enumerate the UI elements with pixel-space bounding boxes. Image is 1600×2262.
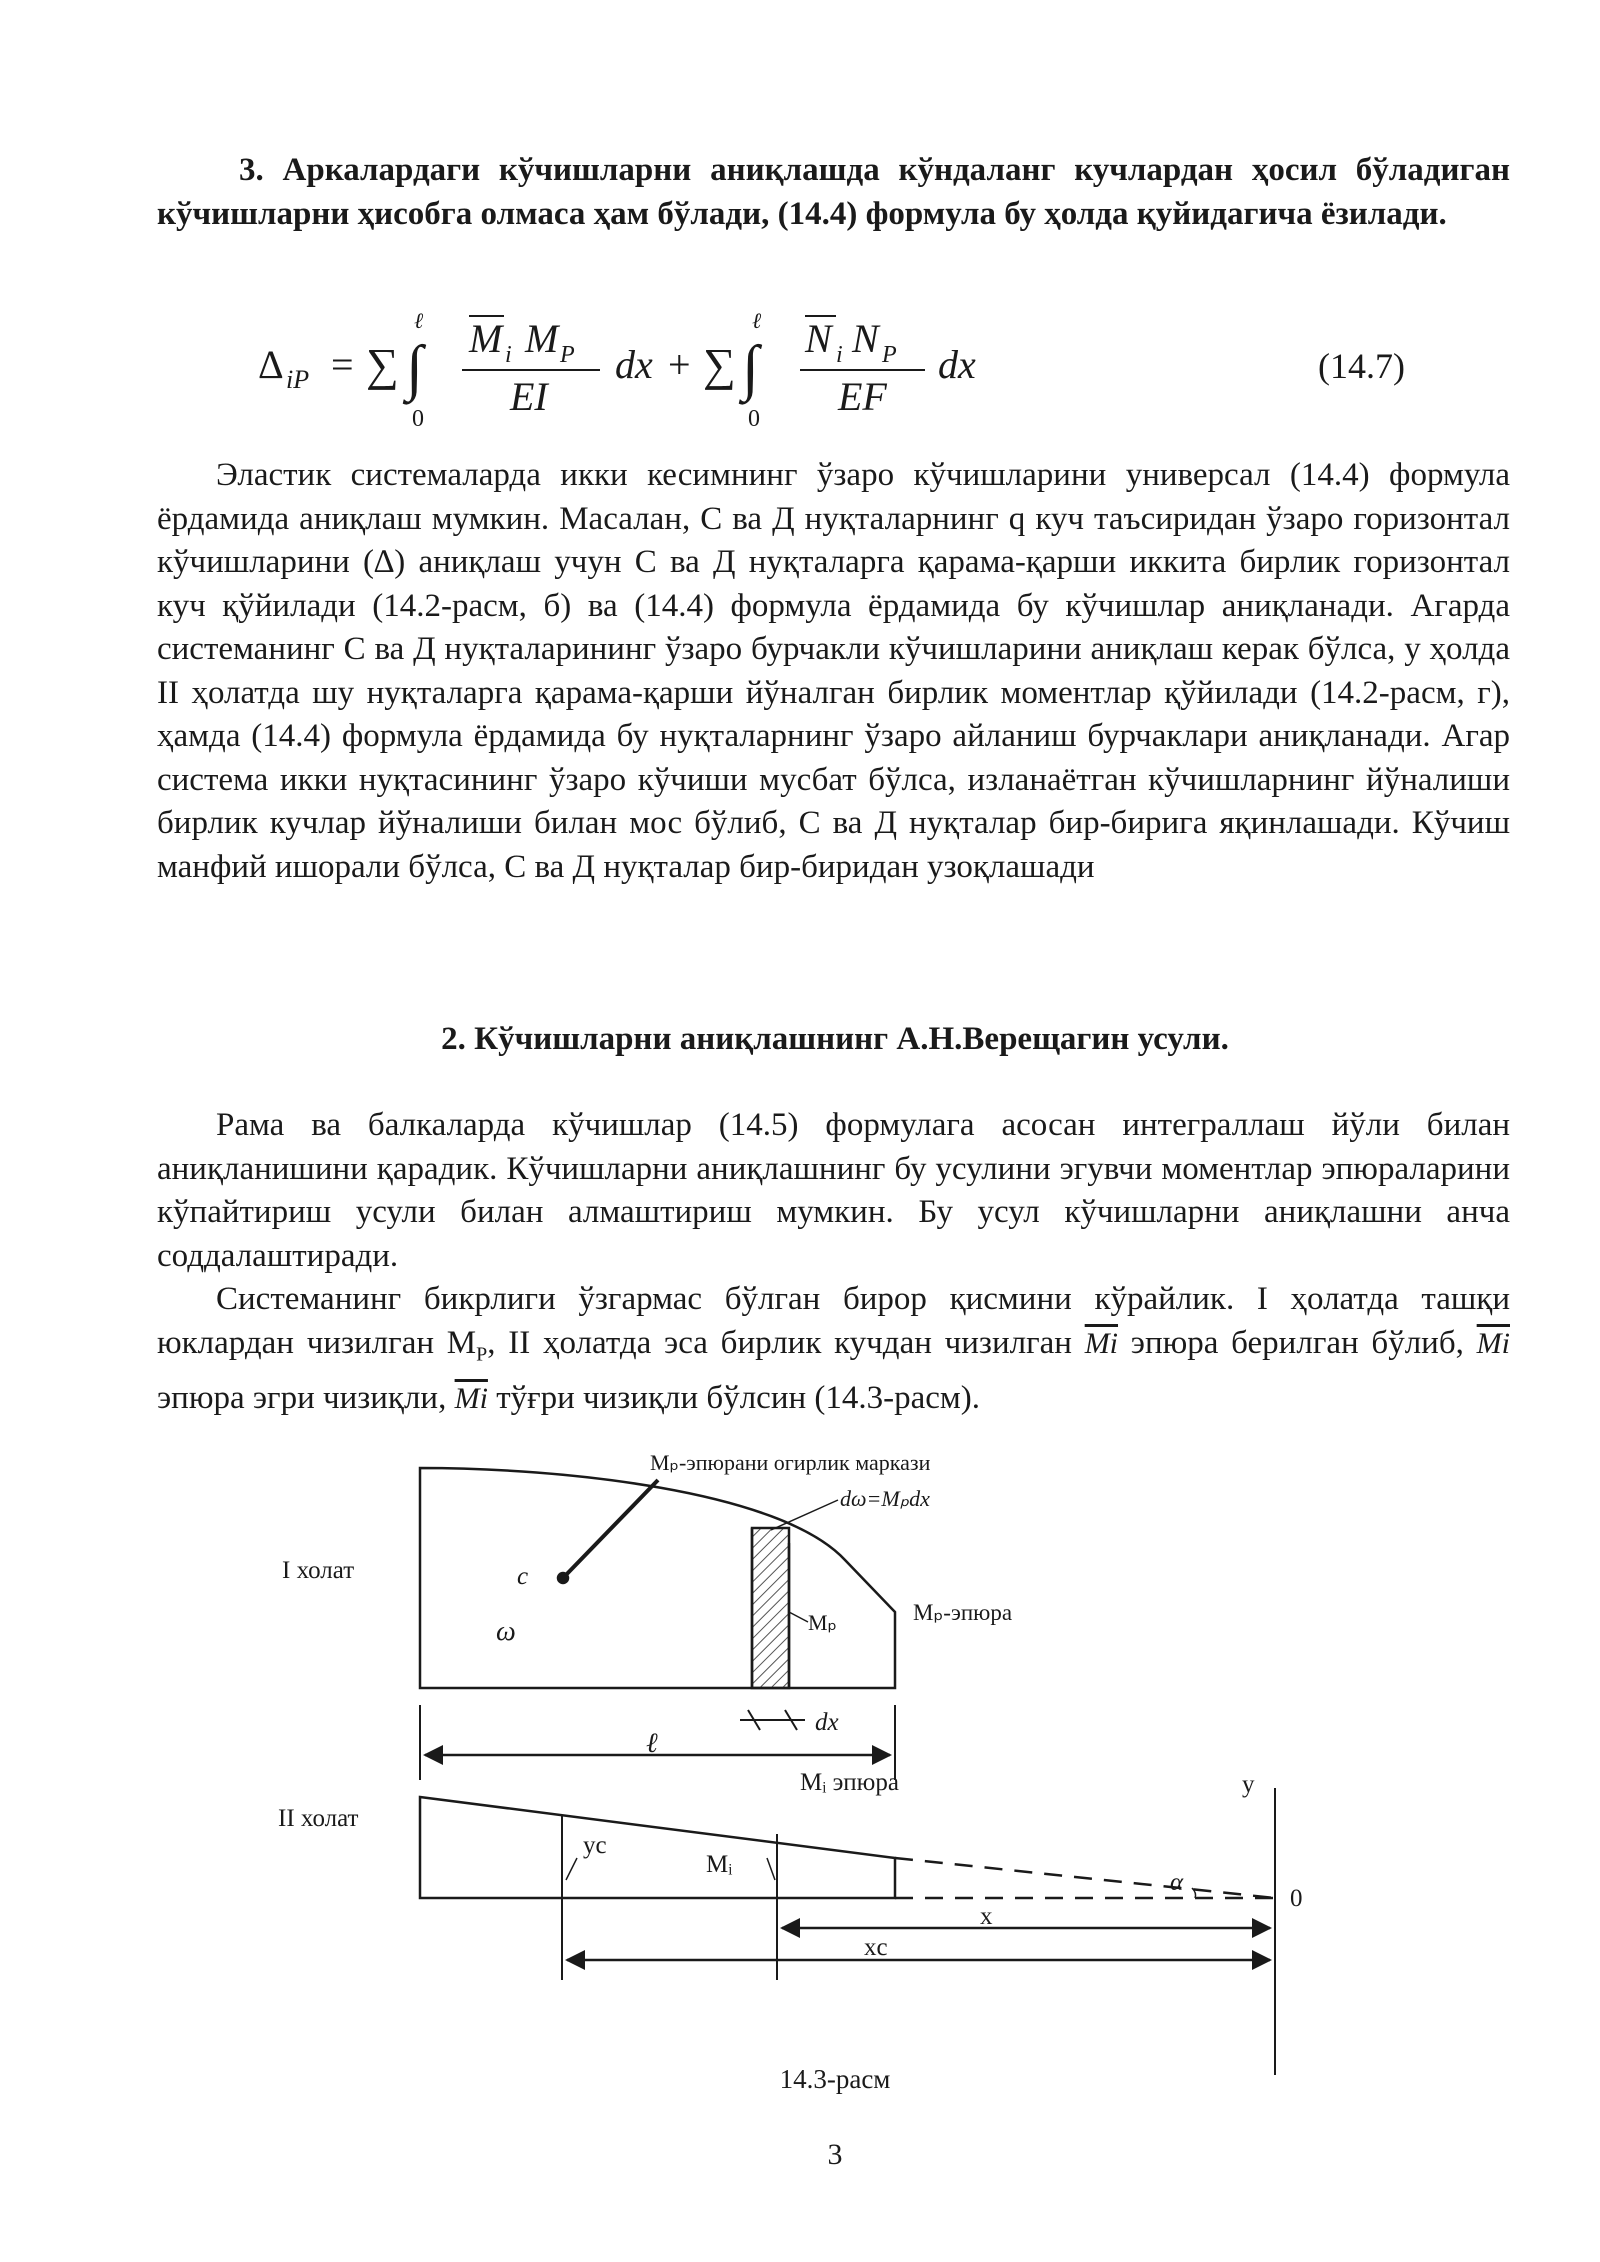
yc-label: yc [583, 1832, 607, 1859]
paragraph-elastic-systems [157, 454, 1510, 889]
formula-upper-limit-2: ℓ [752, 308, 762, 333]
mp-strip-label: Mₚ [808, 1610, 837, 1635]
formula-lower-limit-1: 0 [412, 406, 424, 432]
formula-integral-1: ∫ [406, 334, 423, 402]
mi-label: Mᵢ [706, 1851, 733, 1878]
mi-extension-dashed [895, 1858, 1275, 1898]
mi-symbol: $\overline{Mi}$ [1476, 1326, 1510, 1360]
mi-symbol: $\overline{Mi}$ [1084, 1326, 1119, 1360]
formula-term2-num-b: N [852, 316, 879, 361]
xc-label: xc [864, 1934, 888, 1961]
centroid-label: Mₚ-эпюрани огирлик маркази [650, 1450, 931, 1475]
mp-epure-outline [420, 1468, 895, 1688]
mi-symbol: $\overline{Mi}$ [454, 1381, 488, 1415]
section-heading-vereshchagin: 2. Кўчишларни аниқлашнинг А.Н.Верещагин усули. [441, 1021, 1229, 1057]
formula-term2-num-a: N [805, 316, 832, 361]
formula-lower-limit-2: 0 [748, 406, 760, 432]
formula-term1-den: EI [510, 374, 548, 419]
formula-dx-1: dx [615, 342, 653, 387]
mi-leader [767, 1858, 775, 1880]
formula-14-7 [0, 300, 1600, 440]
dw-label: dω=Mₚdx [840, 1486, 930, 1511]
formula-lhs: Δ [258, 342, 284, 387]
paragraph-text-system: Системанинг бикрлиги ўзгармас бўлган бирор қисмини кўрайлик. I ҳолатда ташқи юклардан чизилган $M_P$, II ҳолатда эса бирлик кучдан чизилган $\overline{Mi}$ эпюра берилган бўлиб, $\overline{Mi}$ эпюра эгри чизиқли, $\overline{Mi}$ тўғри чизиқли бўлсин (14.3-расм). [157, 1281, 1510, 1416]
formula-number: (14.7) [1318, 346, 1405, 386]
formula-term2-num-b-sub: P [882, 342, 897, 368]
formula-equals: = [331, 342, 354, 387]
x-label: x [980, 1903, 993, 1930]
formula-integral-2: ∫ [742, 334, 759, 402]
formula-term2-num-a-sub: i [836, 342, 843, 368]
dx-label: dx [815, 1709, 839, 1736]
page-number: 3 [827, 2138, 843, 2171]
centroid-leader [563, 1480, 658, 1578]
formula-sum-2: ∑ [703, 339, 736, 390]
mp-epure-label: Mₚ-эпюра [913, 1600, 1013, 1625]
state-2-label: II холат [278, 1805, 359, 1832]
omega-label: ω [496, 1616, 516, 1647]
section-heading-3 [157, 149, 1510, 236]
formula-upper-limit-1: ℓ [414, 308, 424, 333]
formula-term1-num-a: M [469, 316, 503, 361]
c-label: c [517, 1563, 529, 1590]
formula-term1-num-b-sub: P [560, 342, 575, 368]
dw-strip [752, 1528, 789, 1688]
origin-label: 0 [1290, 1885, 1303, 1912]
formula-lhs-sub: iP [286, 365, 310, 394]
alpha-label: α [1170, 1869, 1184, 1896]
paragraph-text: Рама ва балкаларда кўчишлар (14.5) формулага асосан интеграллаш йўли билан аниқланишини қарадик. Кўчишларни аниқлашнинг бу усулини эгувчи моментлар эпюраларини кўпайтириш усули билан алмаштириш мумкин. Бу усул кўчишларни аниқлашни анча соддалаштиради. [157, 1107, 1510, 1274]
l-label: ℓ [646, 1728, 658, 1759]
yc-leader [566, 1858, 577, 1880]
state-1-label: I холат [282, 1557, 355, 1584]
paragraph-block-vereshchagin [157, 1104, 1510, 1420]
mi-epure-label: Mᵢ эпюра [800, 1769, 899, 1796]
formula-term2-den: EF [838, 374, 887, 419]
formula-term1-num-a-sub: i [505, 342, 512, 368]
formula-dx-2: dx [938, 342, 976, 387]
centroid-point [558, 1573, 568, 1583]
paragraph-text: Эластик системаларда икки кесимнинг ўзаро кўчишларини универсал (14.4) формула ёрдамида аниқлаш мумкин. Масалан, С ва Д нуқталарнинг q куч таъсиридан ўзаро горизонтал кўчишларини (∆) аниқлаш учун С ва Д нуқталарга қарама-қарши иккита бирлик горизонтал куч қўйилади (14.2-расм, б) ва (14.4) формула ёрдамида бу кўчишлар аниқланади. Агарда системанинг С ва Д нуқталарининг ўзаро бурчакли кўчишларини аниқлаш керак бўлса, у ҳолда II ҳолатда шу нуқталарга қарама-қарши йўналган бирлик моментлар қўйилади (14.2-расм, г), ҳамда (14.4) формула ёрдамида бу нуқталарнинг ўзаро айланиш бурчаклари аниқланади. Агар система икки нуқтасининг ўзаро кўчиши мусбат бўлса, изланаётган кўчишларнинг йўналиши бирлик кучлар йўналиши билан мос бўлиб, С ва Д нуқталар бир-бирига яқинлашади. Кўчиш манфий ишорали бўлса, С ва Д нуқталар бир-биридан узоқлашади [157, 457, 1510, 885]
heading-number: 3. [239, 152, 264, 188]
mp-leader [789, 1612, 808, 1622]
formula-sum-1: ∑ [366, 339, 399, 390]
heading-text: Аркалардаги кўчишларни аниқлашда кўндаланг кучлардан ҳосил бўладиган кўчишларни ҳисобга олмаса ҳам бўлади, (14.4) формула бу ҳолда қуйидагича ёзилади. [157, 152, 1510, 232]
figure-caption: 14.3-расм [779, 2064, 891, 2094]
formula-plus: + [668, 342, 691, 387]
y-axis-label: y [1242, 1771, 1255, 1798]
mi-epure-outline [420, 1797, 895, 1898]
formula-term1-num-b: M [525, 316, 559, 361]
dw-leader [771, 1500, 838, 1530]
figure-14-3 [0, 1440, 1600, 2110]
